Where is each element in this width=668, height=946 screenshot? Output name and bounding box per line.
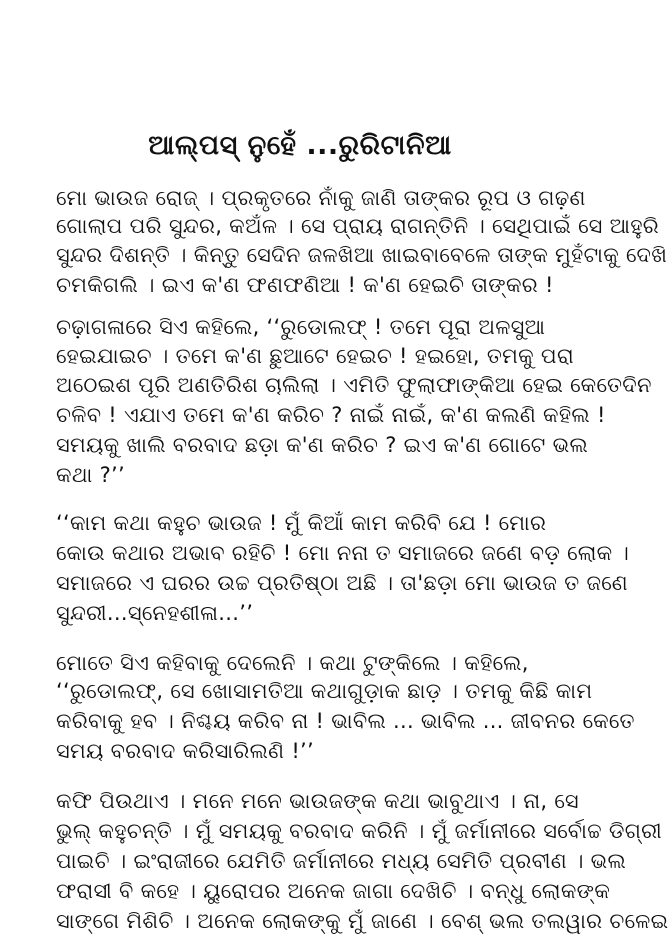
text-line: କରିବାକୁ ହବ । ନିଶ୍ଚୟ କରିବ ନା ! ଭାବିଲ ... ଭାବିଲ ... ଜୀବନର କେତେ — [56, 709, 635, 733]
text-line: କୋଉ କଥାର ଅଭାବ ରହିଚି ! ମୋ ନନା ତ ସମାଜରେ ଜଣେ ବଡ଼ ଲୋକ । — [56, 541, 630, 565]
text-line: ସମୟକୁ ଖାଲି ବରବାଦ ଛଡ଼ା କ'ଣ କରିଚ ? ଇଏ କ'ଣ ଗୋଟେ ଭଲ — [56, 433, 589, 457]
text-line: ଗୋଲାପ ପରି ସୁନ୍ଦର, କଅଁଳ । ସେ ପ୍ରାୟ ରାଗନ୍ତିନି । ସେଥିପାଇଁ ସେ ଆହୁରି — [56, 214, 659, 238]
text-line: କଥା ?’’ — [56, 463, 125, 487]
text-line: ହେଇଯାଇଚ । ତମେ କ'ଣ ଛୁଆଟେ ହେଇଚ ! ହଇହୋ, ତମକୁ ପରା — [56, 344, 574, 368]
text-line: ‘‘କାମ କଥା କହୁଚ ଭାଉଜ ! ମୁଁ କିଆଁ କାମ କରିବି ଯେ ! ମୋର — [56, 511, 547, 535]
chapter-title: ଆଲ୍‌ପସ୍ ନୁହେଁ ...ରୁରିଟାନିଆ — [148, 130, 452, 161]
text-line: ଅଠେଇଶ ପୂରି ଅଣତିରିଶ ଚାଲିଲା । ଏମିତି ଫୁଲାଫାଙ୍କିଆ ହେଇ କେତେଦିନ — [56, 373, 652, 397]
text-line: ପାଇଚି । ଇଂରାଜୀରେ ଯେମିତି ଜର୍ମାନୀରେ ମଧ୍ୟ ସେମିତି ପ୍ରବୀଣ । ଭଲ — [56, 849, 627, 873]
text-line: ‘‘ରୁଡୋଲଫ୍, ସେ ଖୋସାମତିଆ କଥାଗୁଡ଼ାକ ଛାଡ଼ । ତମକୁ କିଛି କାମ — [56, 679, 593, 703]
text-line: ମୋ ଭାଉଜ ରୋଜ୍ । ପ୍ରକୃତରେ ନାଁକୁ ଜାଣି ତାଙ୍କର ରୂପ ଓ ଗଢ଼ଣ — [56, 186, 586, 210]
text-line: ସମୟ ବରବାଦ କରିସାରିଲଣି !’’ — [56, 739, 314, 763]
text-line: ଫରାସୀ ବି କହେ । ୟୁରୋପର ଅନେକ ଜାଗା ଦେଖିଚି । ବନ୍ଧୁ ଲୋକଙ୍କ — [56, 879, 611, 903]
text-line: ସମାଜରେ ଏ ଘରର ଉଚ୍ଚ ପ୍ରତିଷ୍ଠା ଅଛି । ତା'ଛଡ଼ା ମୋ ଭାଉଜ ତ ଜଣେ — [56, 571, 628, 595]
text-line: ଚମକିଗଲି । ଇଏ କ'ଣ ଫଣଫଣିଆ ! କ'ଣ ହେଇଚି ତାଙ୍କର ! — [56, 273, 554, 297]
text-line: ସାଙ୍ଗେ ମିଶିଚି । ଅନେକ ଲୋକଙ୍କୁ ମୁଁ ଜାଣେ । ବେଶ୍ ଭଲ ତଲୱାର ଚଳେଇ — [56, 909, 668, 933]
text-line: ଚଳିବ ! ଏଯାଏ ତମେ କ'ଣ କରିଚ ? ନାଇଁ ନାଇଁ, କ'ଣ କଲଣି କହିଲ ! — [56, 403, 606, 427]
text-line: ଚଢ଼ାଗଳାରେ ସିଏ କହିଲେ, ‘‘ରୁଡୋଲଫ୍ ! ତମେ ପୂରା ଅଳସୁଆ — [56, 315, 546, 339]
text-line: ସୁନ୍ଦର ଦିଶନ୍ତି । କିନ୍ତୁ ସେଦିନ ଜଳଖିଆ ଖାଇବାବେଳେ ତାଙ୍କ ମୁହଁଟାକୁ ଦେଖି — [56, 243, 668, 267]
text-line: ଭୁଲ୍ କହୁଚନ୍ତି । ମୁଁ ସମୟକୁ ବରବାଦ କରିନି । ମୁଁ ଜର୍ମାନୀରେ ସର୍ବୋଚ୍ଚ ଡିଗ୍ରୀ — [56, 819, 662, 843]
text-line: ସୁନ୍ଦରୀ...ସ୍ନେହଶୀଳା...’’ — [56, 601, 254, 625]
text-line: କଫି ପିଉଥାଏ । ମନେ ମନେ ଭାଉଜଙ୍କ କଥା ଭାବୁଥାଏ । ନା, ସେ — [56, 789, 579, 813]
text-line: ମୋତେ ସିଏ କହିବାକୁ ଦେଲେନି । କଥା ଟୁଙ୍କିଲେ । କହିଲେ, — [56, 651, 529, 675]
